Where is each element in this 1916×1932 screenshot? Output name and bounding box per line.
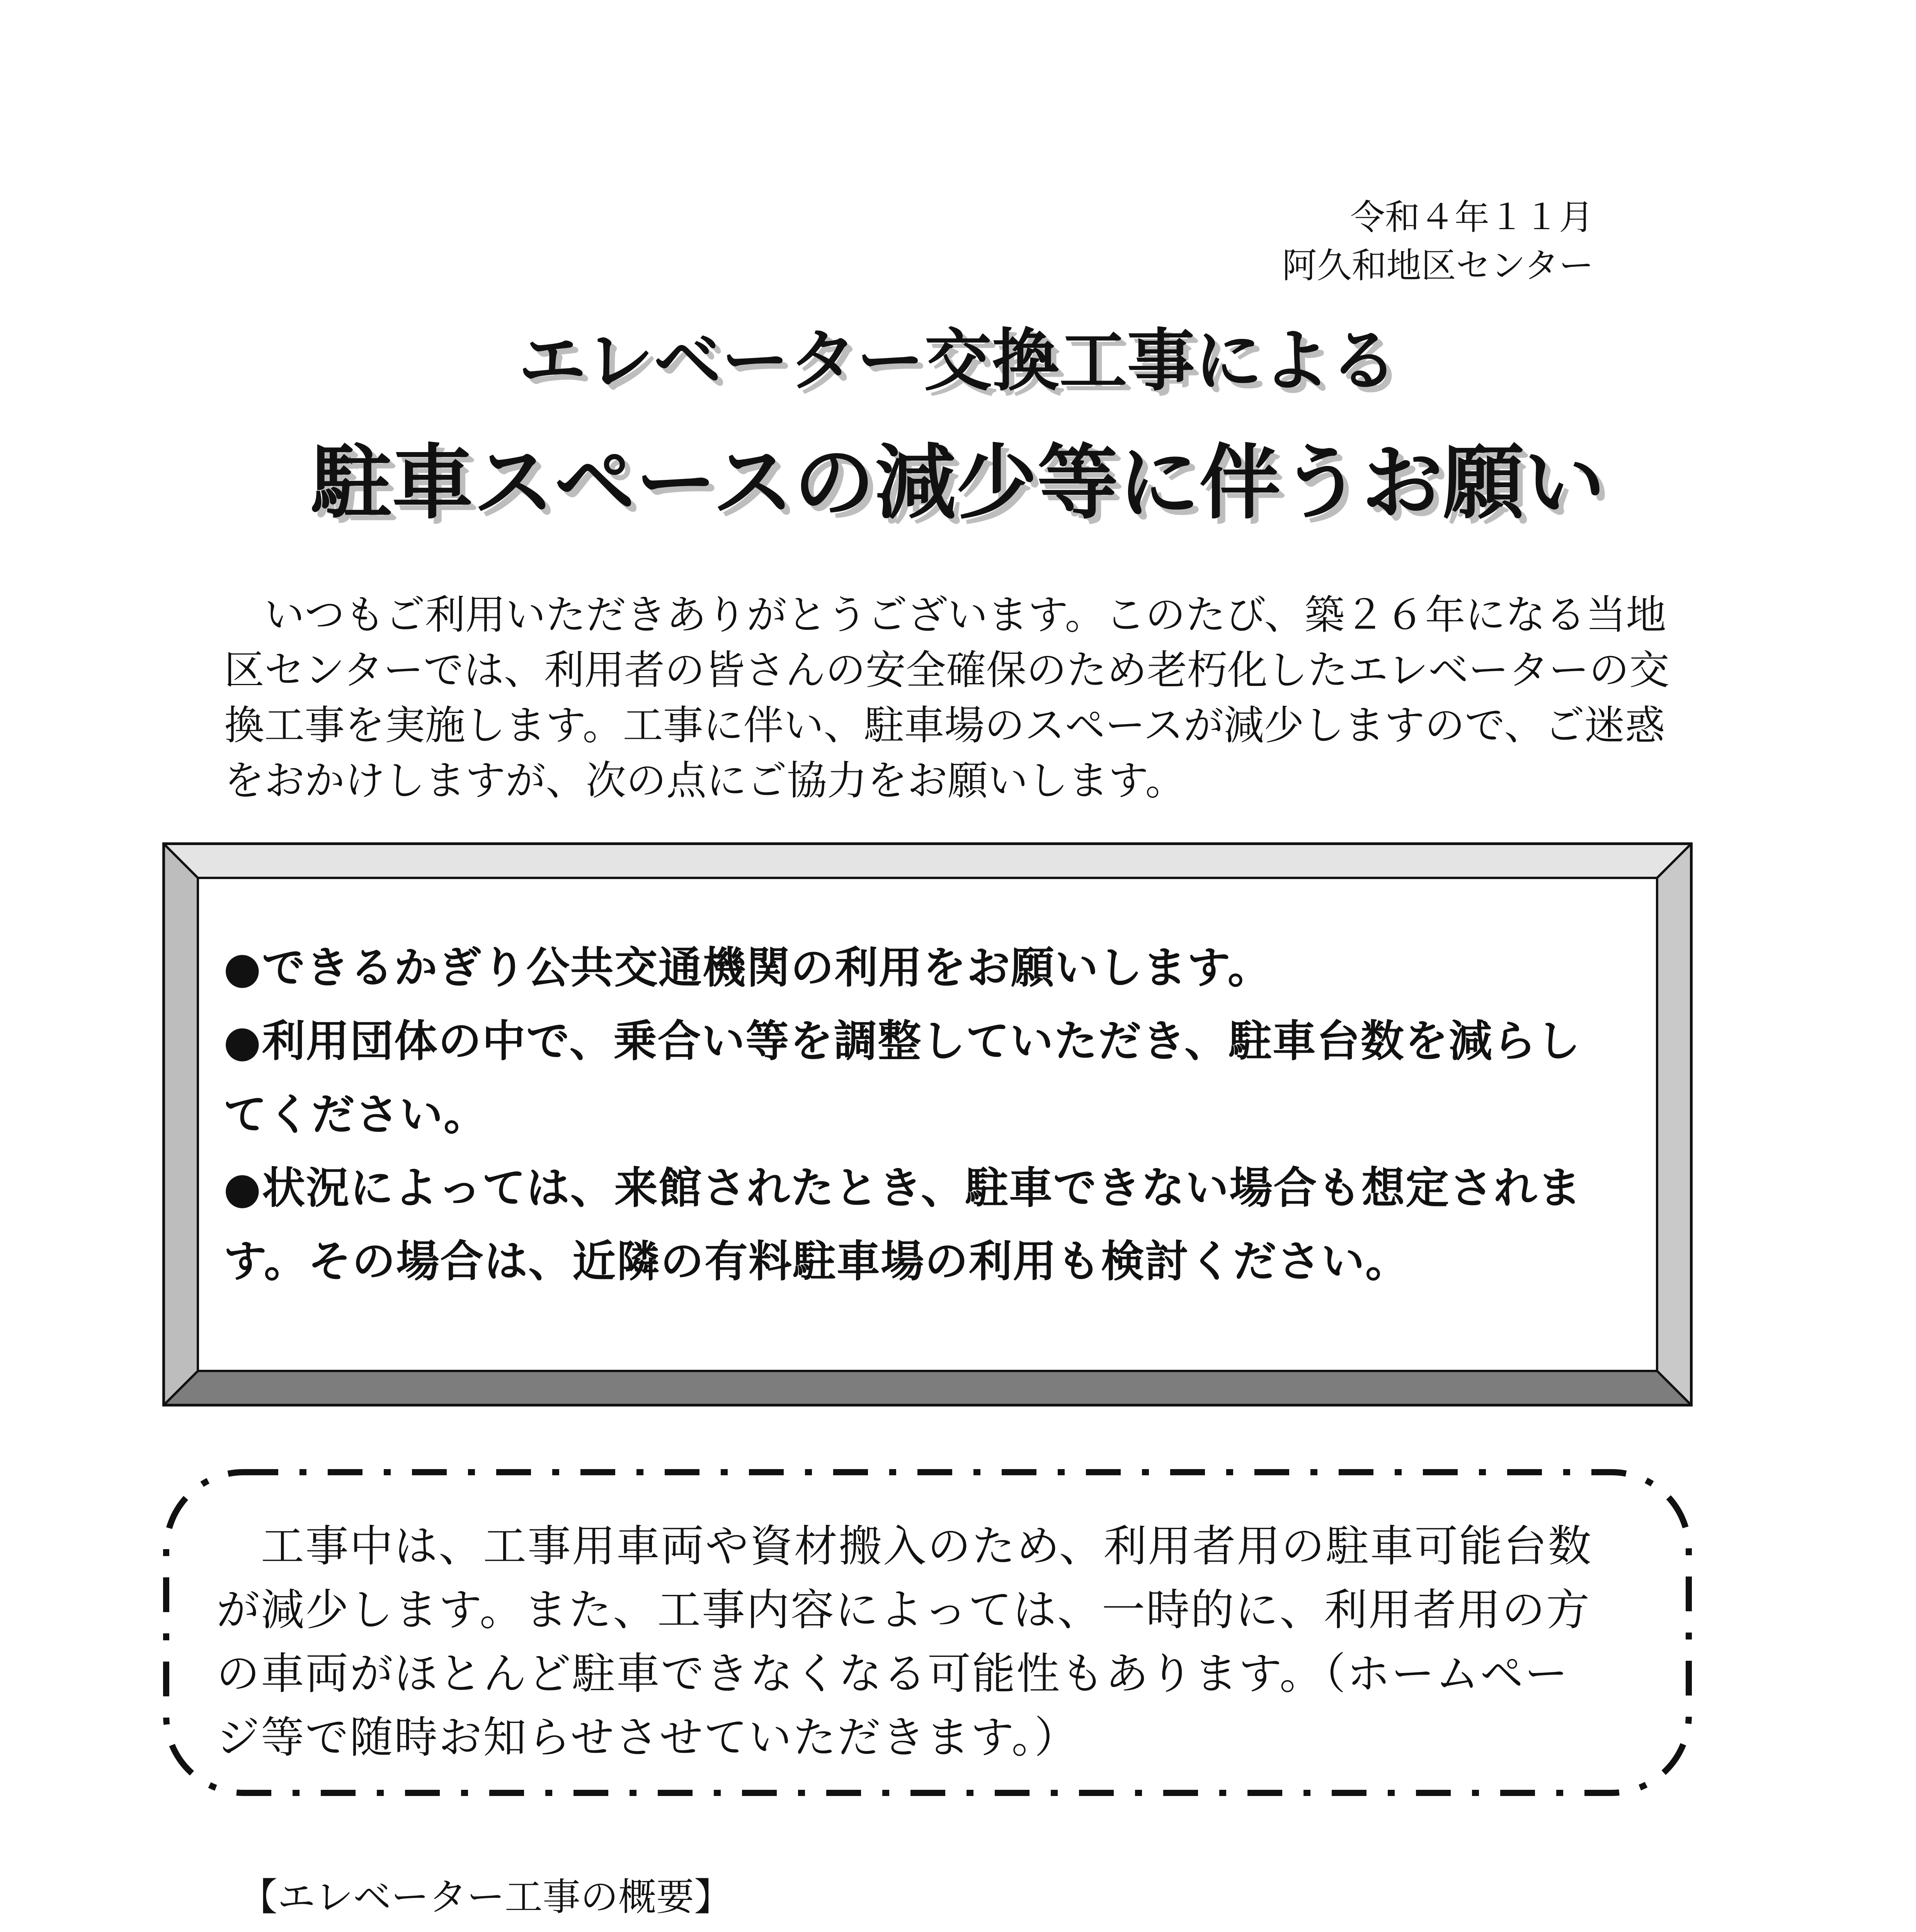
intro-line: 換工事を実施します。工事に伴い、駐車場のスペースが減少しますので、ご迷惑 xyxy=(224,702,1665,749)
intro-line: 区センターでは、利用者の皆さんの安全確保のため老朽化したエレベーターの交 xyxy=(224,646,1669,694)
request-item: ●状況によっては、来館されたとき、駐車できない場合も想定されま xyxy=(223,1163,1582,1213)
notice-line: の車両がほとんど駐車できなくなる可能性もあります。（ホームペー xyxy=(216,1649,1569,1699)
intro-line: いつもご利用いただきありがとうございます。このたび、築２６年になる当地 xyxy=(224,591,1666,638)
request-item: す。その場合は、近隣の有料駐車場の利用も検討ください。 xyxy=(223,1236,1410,1287)
title-line-1: エレベーター交換工事による xyxy=(518,322,1398,400)
request-item: ●できるかぎり公共交通機関の利用をお願いします。 xyxy=(223,943,1272,993)
issue-date: 令和４年１１月 xyxy=(1350,197,1594,238)
intro-line: をおかけしますが、次の点にご協力をお願いします。 xyxy=(224,757,1186,804)
notice-line: 工事中は、工事用車両や資材搬入のため、利用者用の駐車可能台数 xyxy=(216,1521,1593,1571)
notice-line: ジ等で随時お知らせさせていただきます。） xyxy=(216,1713,1079,1763)
title-line-2: 駐車スペースの減少等に伴うお願い xyxy=(311,435,1605,530)
issuer-name: 阿久和地区センター xyxy=(1282,245,1594,286)
overview-heading: 【エレベーター工事の概要】 xyxy=(240,1875,732,1919)
request-item: ●利用団体の中で、乗合い等を調整していただき、駐車台数を減らし xyxy=(223,1016,1581,1066)
request-item: てください。 xyxy=(223,1090,488,1140)
notice-line: が減少します。また、工事内容によっては、一時的に、利用者用の方 xyxy=(216,1585,1591,1635)
